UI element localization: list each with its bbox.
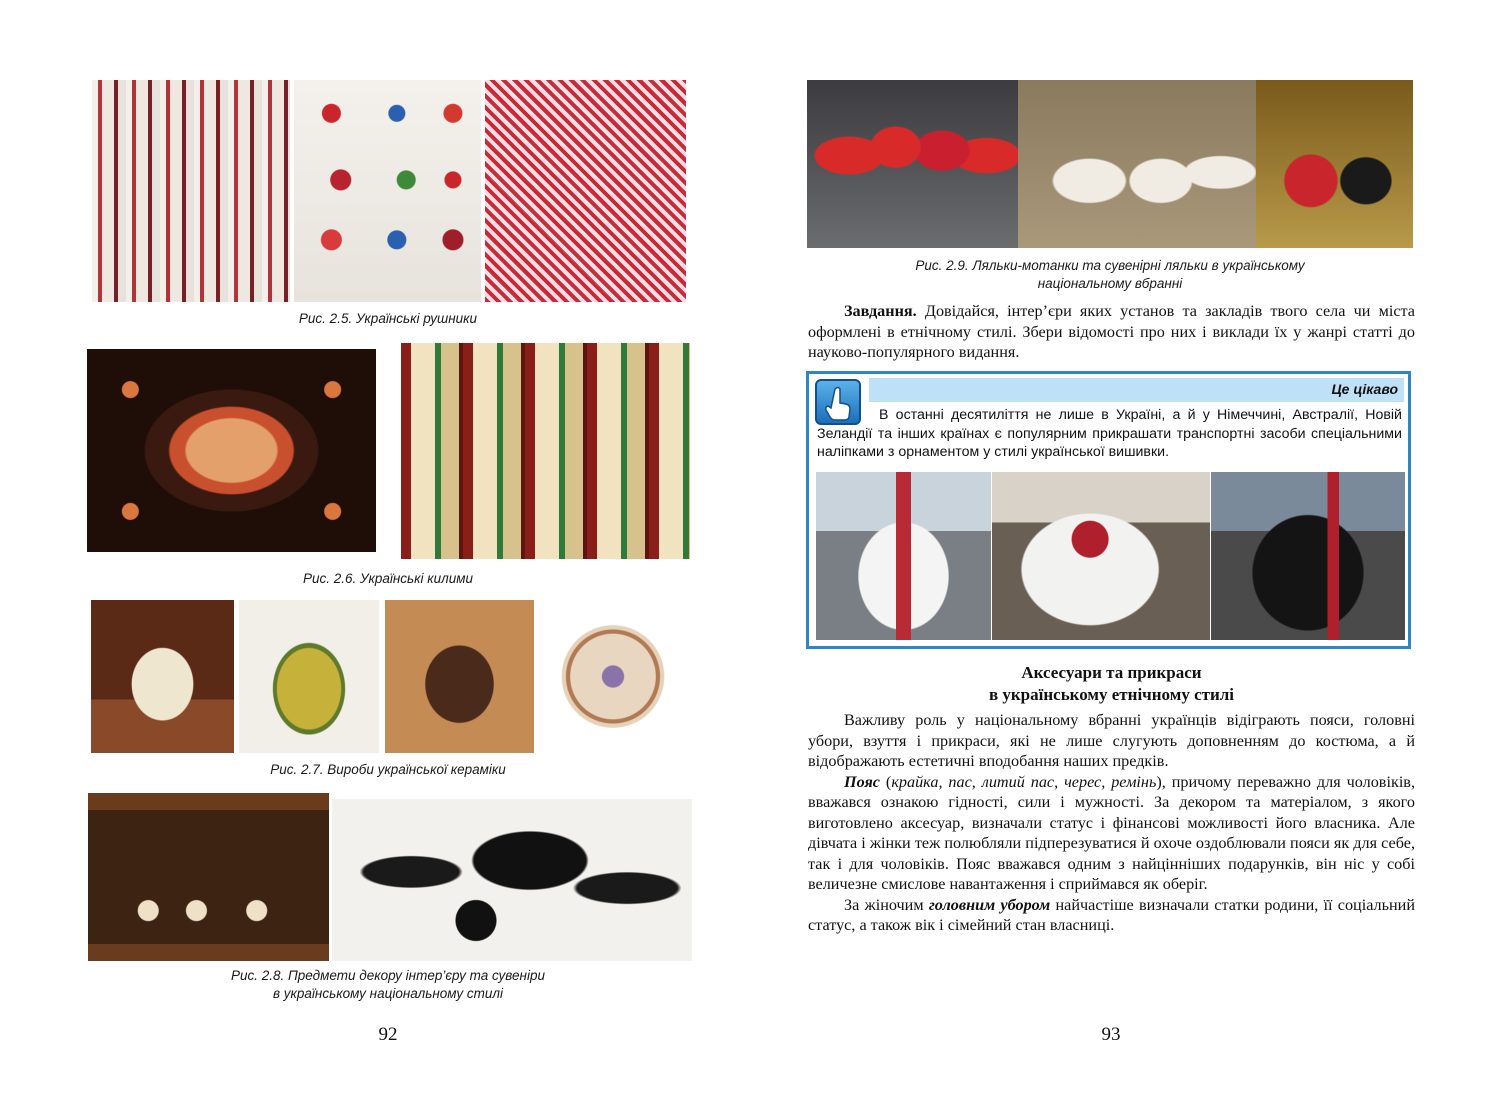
ceramics-candlestick-photo	[91, 600, 234, 753]
paragraph-2	[808, 772, 1415, 895]
belt-text: ), причому переважно для чоловіків, вважався ознакою гідності, сили і мужності. За декором та матеріалом, з якого виготовлено аксесуар, визначали статус і фінансові можливості його власника. Але дівчата і жінки теж полюбляли підперезуватися й охоче оздоблювали пояси як для себе, так і для чоловіків. Пояс вважався одним з найцінніших подарунків, він ніс у собі величезне смислове навантаження і сприймався як оберіг.	[808, 772, 1416, 893]
towels-photo-1	[92, 80, 290, 302]
section-heading-line2: в українському етнічному стилі	[988, 685, 1235, 704]
car-white-2-photo	[992, 472, 1210, 640]
page-number-right: 93	[1101, 1024, 1121, 1045]
caption-fig-2-9-line2: національному вбранні	[1037, 276, 1183, 291]
caption-fig-2-6: Рис. 2.6. Українські килими	[302, 571, 474, 586]
did-you-know-paragraph: В останні десятиліття не лише в Україні, а й у Німеччині, Австралії, Новій Зеландії та інших країнах є популярним прикрашати транспортні засоби спеціальними наліпками з орнаментом у стилі української вишивки.	[817, 407, 1402, 460]
did-you-know-title: Це цікаво	[1331, 381, 1398, 397]
belt-open: (	[880, 772, 892, 791]
decor-wall-panel-photo	[88, 793, 329, 961]
dolls-group-photo	[1018, 80, 1256, 248]
caption-fig-2-8	[180, 967, 596, 1003]
dolls-motanka-photo	[807, 80, 1018, 248]
task-label: Завдання.	[844, 302, 917, 320]
paragraph-1: Важливу роль у національному вбранні українців відіграють пояси, головні убори, взуття і прикраси, які не лише слугують доповненням до костюма, а й відображають естетичні вподобання наших предків.	[808, 711, 1415, 770]
car-white-1-photo	[816, 472, 991, 640]
section-heading-line1: Аксесуари та прикраси	[1021, 663, 1202, 682]
caption-fig-2-8-line1: Рис. 2.8. Предмети декору інтер’єру та сувеніри	[230, 968, 545, 983]
headwear-term: головним убором	[928, 895, 1051, 914]
decor-souvenirs-photo	[332, 799, 692, 961]
towels-photo-2	[294, 80, 481, 302]
caption-fig-2-9	[860, 257, 1360, 293]
ceramics-jug-photo	[239, 600, 379, 753]
caption-fig-2-8-line2: в українському національному стилі	[272, 986, 504, 1001]
page-number-left: 92	[378, 1024, 398, 1045]
caption-fig-2-9-line1: Рис. 2.9. Ляльки-мотанки та сувенірні ляльки в українському	[915, 258, 1305, 273]
towels-photo-3	[485, 80, 686, 302]
caption-fig-2-7: Рис. 2.7. Вироби української кераміки	[270, 762, 506, 777]
carpet-photo-2	[401, 343, 690, 559]
did-you-know-box	[806, 371, 1411, 649]
ceramics-figurine-photo	[385, 600, 534, 753]
headwear-after: найчастіше визначали статки родини, її соціальний статус, а також вік і сімейний стан власниці.	[808, 895, 1415, 934]
task-text: Довідайся, інтер’єри яких установ та закладів твого села чи міста оформлені в етнічному стилі. Збери відомості про них і виклади їх у жанрі статті до науково-популярного видання.	[808, 302, 1415, 361]
belt-term: Пояс	[844, 772, 880, 791]
body-text	[808, 710, 1415, 936]
section-heading	[808, 662, 1415, 706]
carpet-photo-1	[87, 349, 376, 552]
task-paragraph	[808, 301, 1415, 363]
dolls-souvenir-photo	[1256, 80, 1413, 248]
headwear-before: За жіночим	[844, 895, 929, 914]
did-you-know-header-bar	[869, 378, 1404, 402]
belt-synonyms: крайка, пас, литий пас, черес, ремінь	[891, 772, 1157, 791]
did-you-know-text	[817, 406, 1402, 462]
car-black-photo	[1211, 472, 1405, 640]
paragraph-3	[808, 895, 1415, 936]
caption-fig-2-5: Рис. 2.5. Українські рушники	[298, 311, 478, 326]
ceramics-plate-photo	[540, 600, 686, 753]
